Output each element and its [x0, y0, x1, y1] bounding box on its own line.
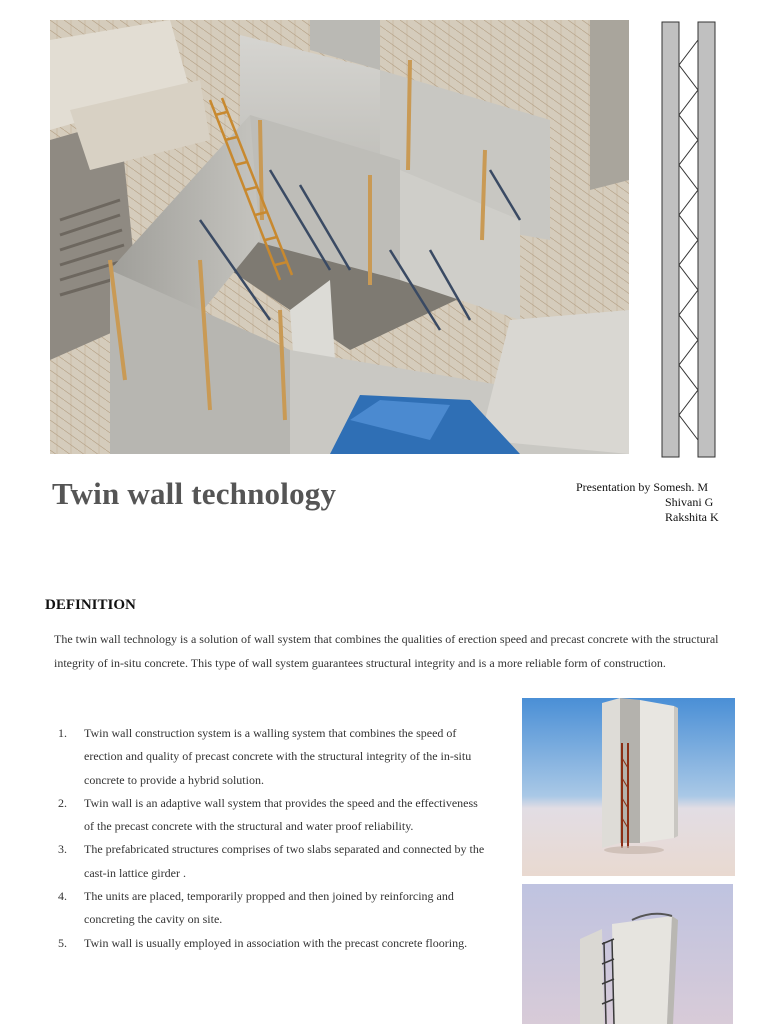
page-title: Twin wall technology — [52, 476, 337, 511]
list-item-text: Twin wall construction system is a walling system that combines the speed of erection and quality of precast concrete with the structural integrity of the in-situ concrete to provide a hybrid solution. — [84, 726, 472, 787]
presenter-name: Rakshita K — [665, 510, 719, 524]
list-item-text: Twin wall is usually employed in association with the precast concrete flooring. — [84, 935, 468, 950]
presenter-name: Somesh. M — [653, 480, 709, 494]
list-item-text: Twin wall is an adaptive wall system that provides the speed and the effectiveness of the precast concrete with the structural and water proof reliability. — [84, 795, 478, 834]
list-item-text: The units are placed, temporarily propped and then joined by reinforcing and concreting the cavity on site. — [84, 889, 454, 927]
feature-list — [58, 722, 488, 955]
list-number: 4. — [58, 889, 67, 904]
list-number: 5. — [58, 935, 67, 950]
definition-heading: DEFINITION — [45, 597, 136, 613]
list-item — [58, 722, 488, 792]
definition-paragraph: The twin wall technology is a solution of wall system that combines the qualities of erection speed and precast concrete with the structural integrity of in-situ concrete. This type of wall system guarantees structural integrity and is a more reliable form of construction. — [54, 632, 719, 670]
list-item — [58, 932, 488, 955]
construction-site-photo — [50, 20, 629, 454]
list-item-text: The prefabricated structures comprises of two slabs separated and connected by the cast-in lattice girder . — [84, 842, 485, 880]
twin-wall-render-perspective — [522, 884, 733, 1024]
list-number: 1. — [58, 726, 67, 740]
presenter-name: Shivani G — [665, 495, 714, 509]
presenters-block — [576, 480, 736, 525]
list-number: 2. — [58, 795, 67, 810]
list-item — [58, 885, 488, 932]
list-item — [58, 792, 488, 839]
presenter-line-1 — [576, 480, 736, 495]
list-number: 3. — [58, 842, 67, 857]
list-item — [58, 838, 488, 885]
presenters-prefix: Presentation by — [576, 480, 651, 494]
twin-wall-diagram — [660, 20, 720, 460]
twin-wall-render-side — [522, 698, 735, 876]
